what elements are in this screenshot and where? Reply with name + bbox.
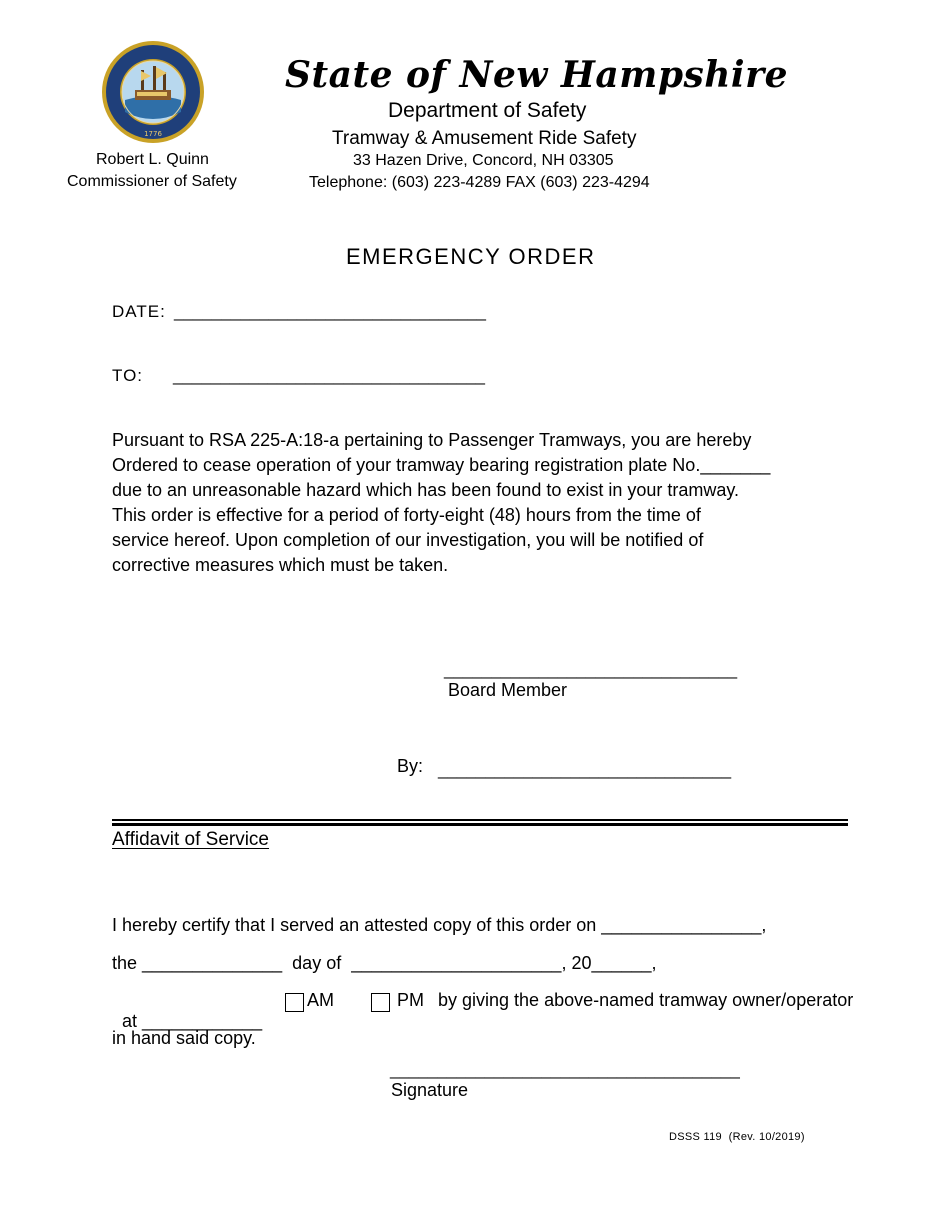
- by-label: By:: [397, 756, 424, 776]
- date-label: DATE:: [112, 302, 166, 321]
- to-label: TO:: [112, 366, 144, 385]
- order-body-paragraph: [112, 428, 838, 578]
- affidavit-closing-line: in hand said copy.: [112, 1028, 256, 1048]
- commissioner-name: Robert L. Quinn: [96, 151, 209, 168]
- department-name: Department of Safety: [388, 99, 587, 122]
- signature-label: Signature: [391, 1080, 469, 1100]
- state-title: State of New Hampshire: [285, 54, 788, 96]
- body-line: Ordered to cease operation of your tramway bearing registration plate No._______: [112, 455, 771, 475]
- state-seal-logo: [101, 40, 205, 144]
- affidavit-service-text: by giving the above-named tramway owner/operator: [438, 990, 854, 1010]
- affidavit-time-line: [112, 990, 262, 1032]
- affidavit-certify-line[interactable]: I hereby certify that I served an attested copy of this order on ________________,: [112, 915, 767, 935]
- affidavit-title: Affidavit of Service: [112, 829, 270, 850]
- body-line: due to an unreasonable hazard which has been found to exist in your tramway.: [112, 480, 740, 500]
- document-title: EMERGENCY ORDER: [346, 244, 596, 269]
- by-signature-field[interactable]: _______________________________: [438, 760, 732, 779]
- date-field[interactable]: _________________________________: [174, 302, 487, 321]
- body-line: corrective measures which must be taken.: [112, 555, 449, 575]
- body-line: service hereof. Upon completion of our investigation, you will be notified of: [112, 530, 704, 550]
- pm-label: PM: [397, 990, 424, 1010]
- department-address: 33 Hazen Drive, Concord, NH 03305: [353, 152, 614, 169]
- seal-year: 1776: [144, 130, 162, 138]
- am-label: AM: [307, 990, 334, 1010]
- am-checkbox[interactable]: [285, 993, 304, 1012]
- body-line: This order is effective for a period of forty-eight (48) hours from the time of: [112, 505, 701, 525]
- commissioner-title: Commissioner of Safety: [67, 173, 237, 190]
- division-name: Tramway & Amusement Ride Safety: [332, 128, 637, 149]
- to-field[interactable]: _________________________________: [173, 366, 486, 385]
- affidavit-date-line[interactable]: the ______________ day of _____________________, 20______,: [112, 953, 657, 973]
- divider-rule: [112, 819, 848, 821]
- divider-rule: [112, 823, 848, 826]
- department-telephone: Telephone: (603) 223-4289 FAX (603) 223-4294: [309, 174, 650, 191]
- pm-checkbox[interactable]: [371, 993, 390, 1012]
- form-id: DSSS 119 (Rev. 10/2019): [669, 1131, 805, 1143]
- board-member-signature-field[interactable]: _______________________________: [444, 660, 738, 679]
- affidavit-signature-field[interactable]: _____________________________________: [390, 1060, 740, 1079]
- board-member-label: Board Member: [448, 680, 568, 700]
- body-line: Pursuant to RSA 225-A:18-a pertaining to Passenger Tramways, you are hereby: [112, 430, 752, 450]
- time-field[interactable]: at ____________: [122, 1011, 263, 1031]
